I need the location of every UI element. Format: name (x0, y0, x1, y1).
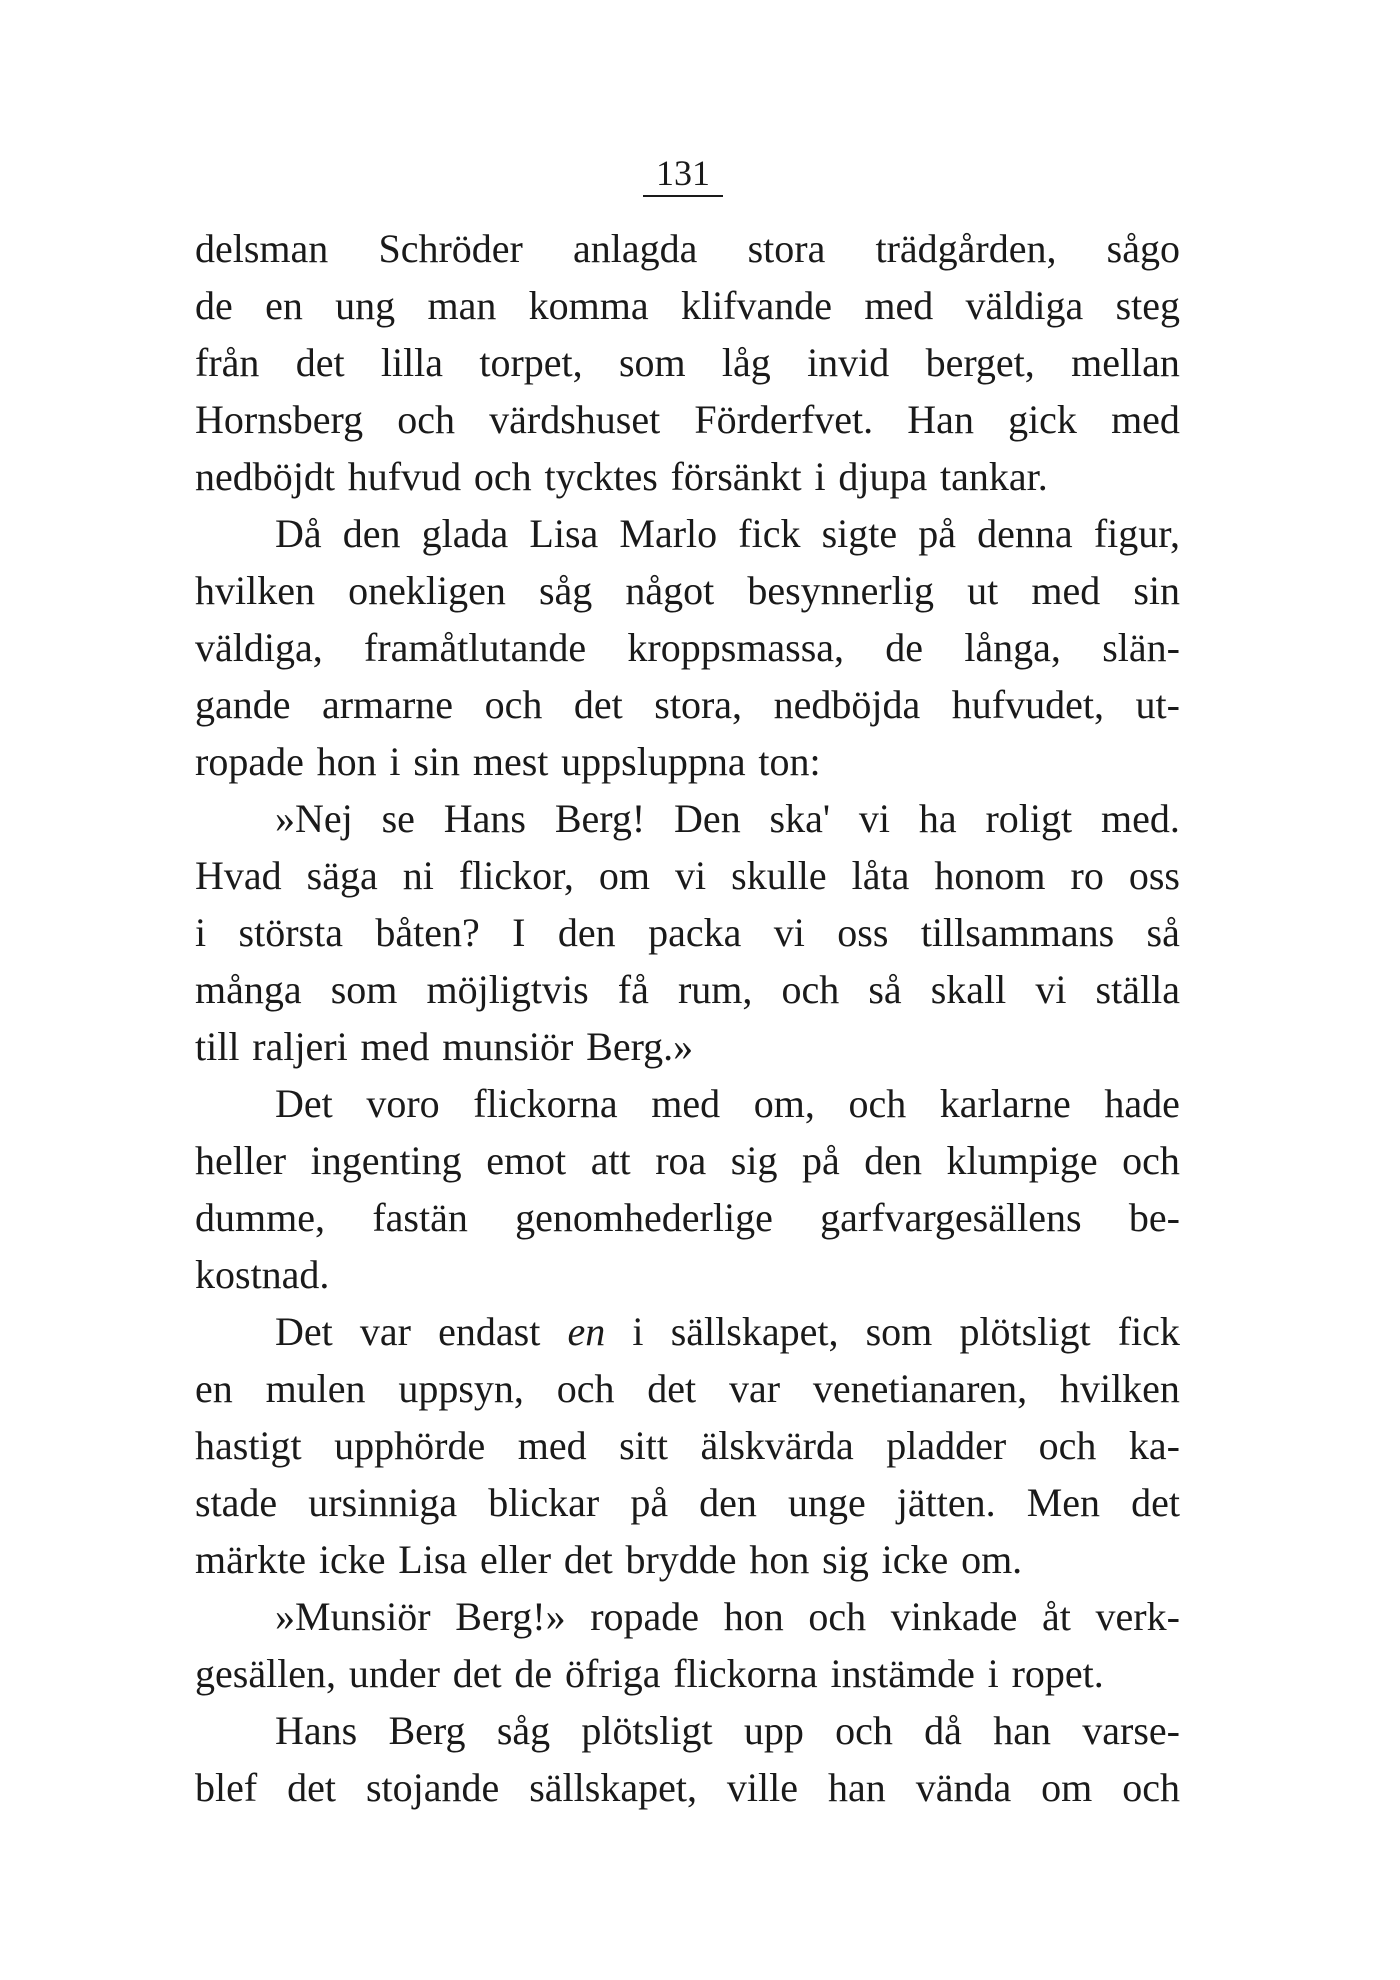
word: flickorna (673, 1651, 818, 1696)
word: Hornsberg (195, 397, 364, 442)
word: nedböjdt (195, 454, 335, 499)
word: från (195, 340, 260, 385)
word: märkte (195, 1537, 307, 1582)
word: sig (730, 1138, 778, 1183)
word: »Nej (275, 796, 353, 841)
word: uppsluppna (561, 739, 746, 784)
word: varse- (1082, 1708, 1180, 1753)
word: komma (528, 283, 649, 328)
text-line (195, 619, 1180, 676)
word: en (265, 283, 303, 328)
text-line (195, 1417, 1180, 1474)
text-line (195, 790, 1180, 847)
text-line (195, 391, 1180, 448)
word: största (238, 910, 343, 955)
word: som (330, 967, 398, 1012)
word: armarne (322, 682, 454, 727)
word: ni (402, 853, 434, 898)
text-line (195, 1360, 1180, 1417)
word: ut (967, 568, 999, 613)
word: roligt (985, 796, 1073, 841)
word: under (348, 1651, 440, 1696)
word: i (987, 1651, 999, 1696)
word: om, (753, 1081, 815, 1126)
word: unge (787, 1480, 866, 1525)
word: hade (1104, 1081, 1180, 1126)
word: flickor, (458, 853, 574, 898)
word: de (195, 283, 233, 328)
word: emot (486, 1138, 567, 1183)
word: som (865, 1309, 933, 1354)
word: slän- (1102, 625, 1180, 670)
word: om. (961, 1537, 1023, 1582)
text-line (195, 220, 1180, 277)
word: så (868, 967, 902, 1012)
word: jätten. (896, 1480, 996, 1525)
word: det (573, 682, 623, 727)
word: upphörde (334, 1423, 486, 1468)
word: det (452, 1651, 502, 1696)
word: kostnad. (195, 1252, 330, 1297)
word: det (1131, 1480, 1180, 1525)
word: djupa (838, 454, 928, 499)
word: med (1111, 397, 1180, 442)
word: och (1038, 1423, 1097, 1468)
word: mest (472, 739, 549, 784)
word: hvilken (195, 568, 315, 613)
word: hon (723, 1594, 784, 1639)
text-line (195, 1303, 1180, 1360)
word: Marlo (619, 511, 718, 556)
word: klifvande (680, 283, 833, 328)
word: det (287, 1765, 337, 1810)
text-line (195, 1588, 1180, 1645)
word: karlarne (939, 1081, 1071, 1126)
word: en (567, 1309, 606, 1354)
text-line (195, 277, 1180, 334)
word: så (1146, 910, 1180, 955)
word: honom (934, 853, 1046, 898)
word: mulen (265, 1366, 366, 1411)
word: väldiga (965, 283, 1084, 328)
text-line (195, 448, 1180, 505)
word: garfvargesällens (820, 1195, 1082, 1240)
word: långa, (964, 625, 1061, 670)
word: ville (726, 1765, 799, 1810)
text-line (195, 1189, 1180, 1246)
word: fick (738, 511, 801, 556)
word: trädgården, (875, 226, 1057, 271)
text-line (195, 1702, 1180, 1759)
word: försänkt (670, 454, 802, 499)
word: heller (195, 1138, 287, 1183)
page-number: 131 (656, 153, 710, 193)
word: mellan (1071, 340, 1180, 385)
word: endast (438, 1309, 541, 1354)
text-line (195, 334, 1180, 391)
word: en (195, 1366, 233, 1411)
word: på (801, 1138, 840, 1183)
word: fick (1117, 1309, 1180, 1354)
word: instämde (830, 1651, 975, 1696)
word: vi (858, 796, 891, 841)
word: se (381, 796, 415, 841)
word: plötsligt (959, 1309, 1091, 1354)
word: och (808, 1594, 867, 1639)
word: ut- (1135, 682, 1180, 727)
word: framåtlutande (364, 625, 587, 670)
word: munsiör (442, 1024, 574, 1069)
word: och (781, 967, 840, 1012)
word: med (517, 1423, 587, 1468)
word: ha (918, 796, 957, 841)
word: delsman (195, 226, 329, 271)
word: stade (195, 1480, 278, 1525)
word: oss (1128, 853, 1180, 898)
word: Berg (388, 1708, 466, 1753)
word: packa (648, 910, 742, 955)
word: tycktes (544, 454, 658, 499)
text-line (195, 505, 1180, 562)
word: såg (496, 1708, 551, 1753)
word: till (195, 1024, 240, 1069)
word: Den (674, 796, 741, 841)
word: var (359, 1309, 411, 1354)
word: och (473, 454, 532, 499)
word: roa (655, 1138, 707, 1183)
word: pladder (886, 1423, 1007, 1468)
word: skulle (731, 853, 827, 898)
word: åt (1042, 1594, 1071, 1639)
word: ka- (1128, 1423, 1180, 1468)
word: anlagda (573, 226, 698, 271)
word: fastän (372, 1195, 468, 1240)
word: denna (977, 511, 1073, 556)
word: det (295, 340, 345, 385)
word: ropet. (1011, 1651, 1104, 1696)
word: verk- (1095, 1594, 1180, 1639)
word: vända (915, 1765, 1012, 1810)
word: ställa (1095, 967, 1180, 1012)
word: med (360, 1024, 430, 1069)
word: var (728, 1366, 781, 1411)
text-line (195, 1474, 1180, 1531)
text-line (195, 1759, 1180, 1816)
word: Lisa (529, 511, 599, 556)
word: oss (837, 910, 889, 955)
word: på (918, 511, 957, 556)
word: han (993, 1708, 1051, 1753)
word: såg (538, 568, 593, 613)
text-line (195, 1531, 1180, 1588)
word: öfriga (564, 1651, 661, 1696)
word: Berg.» (586, 1024, 694, 1069)
word: hufvudet, (951, 682, 1104, 727)
word: hvilken (1059, 1366, 1180, 1411)
word: säga (306, 853, 378, 898)
word: be- (1128, 1195, 1180, 1240)
word: ska' (769, 796, 831, 841)
word: väldiga, (195, 625, 323, 670)
word: och (556, 1366, 615, 1411)
word: tillsammans (920, 910, 1115, 955)
word: det (563, 1537, 613, 1582)
word: sin (1133, 568, 1180, 613)
word: stora, (654, 682, 743, 727)
word: Berg!» (455, 1594, 566, 1639)
word: nedböjda (773, 682, 921, 727)
word: många (195, 967, 302, 1012)
word: kroppsmassa, (627, 625, 845, 670)
word: dumme, (195, 1195, 325, 1240)
word: stojande (365, 1765, 500, 1810)
word: ung (335, 283, 396, 328)
word: sigte (821, 511, 898, 556)
word: gick (1008, 397, 1077, 442)
word: Förderfvet. (694, 397, 874, 442)
word: vi (1035, 967, 1067, 1012)
word: älskvärda (700, 1423, 854, 1468)
word: tankar. (940, 454, 1048, 499)
word: Det (275, 1309, 333, 1354)
word: om (598, 853, 650, 898)
word: något (625, 568, 715, 613)
word: och (484, 682, 543, 727)
word: i (195, 910, 207, 955)
word: steg (1115, 283, 1180, 328)
word: den (557, 910, 616, 955)
word: sågo (1106, 226, 1180, 271)
word: torpet, (479, 340, 583, 385)
word: den (864, 1138, 923, 1183)
text-line (195, 1645, 1180, 1702)
word: genomhederlige (515, 1195, 773, 1240)
word: icke (318, 1537, 386, 1582)
word: de (885, 625, 924, 670)
word: låta (851, 853, 910, 898)
word: hastigt (195, 1423, 302, 1468)
word: då (924, 1708, 962, 1753)
word: lilla (380, 340, 444, 385)
word: blef (195, 1765, 258, 1810)
text-line (195, 961, 1180, 1018)
word: brydde (625, 1537, 737, 1582)
word: Men (1026, 1480, 1101, 1525)
word: vi (675, 853, 707, 898)
word: med (864, 283, 934, 328)
word: Hans (275, 1708, 358, 1753)
word: med. (1101, 796, 1180, 841)
word: invid (807, 340, 890, 385)
text-line (195, 1132, 1180, 1189)
word: rum, (677, 967, 753, 1012)
word: Berg! (554, 796, 646, 841)
word: och (1122, 1138, 1180, 1183)
word: Hans (443, 796, 526, 841)
word: plötsligt (581, 1708, 713, 1753)
word: ropade (590, 1594, 700, 1639)
word: Det (275, 1081, 333, 1126)
word: hufvud (347, 454, 462, 499)
word: få (617, 967, 649, 1012)
word: ingenting (310, 1138, 462, 1183)
word: värdshuset (489, 397, 661, 442)
page-number-rule (643, 195, 723, 197)
word: berget, (925, 340, 1035, 385)
word: han (827, 1765, 886, 1810)
word: hon (316, 739, 377, 784)
word: med (651, 1081, 721, 1126)
word: sitt (619, 1423, 668, 1468)
word: i (389, 739, 401, 784)
word: sig (822, 1537, 869, 1582)
word: eller (479, 1537, 552, 1582)
word: sällskapet, (529, 1765, 697, 1810)
word: uppsyn, (398, 1366, 524, 1411)
word: i (814, 454, 826, 499)
word: med (1031, 568, 1101, 613)
word: och (835, 1708, 893, 1753)
word: flickorna (473, 1081, 618, 1126)
word: voro (366, 1081, 440, 1126)
word: vinkade (890, 1594, 1018, 1639)
word: klumpige (946, 1138, 1098, 1183)
word: ton: (758, 739, 821, 784)
word: I (512, 910, 526, 955)
word: båten? (375, 910, 480, 955)
word: och (848, 1081, 907, 1126)
word: figur, (1093, 511, 1180, 556)
word: ursinniga (308, 1480, 458, 1525)
word: den (342, 511, 401, 556)
word: blickar (488, 1480, 600, 1525)
text-line (195, 847, 1180, 904)
text-line (195, 1246, 1180, 1303)
word: skall (930, 967, 1007, 1012)
word: glada (421, 511, 509, 556)
word: upp (743, 1708, 804, 1753)
word: som (618, 340, 686, 385)
body-text (195, 220, 1180, 1816)
word: vi (773, 910, 805, 955)
word: möjligtvis (426, 967, 589, 1012)
word: stora (747, 226, 826, 271)
word: hon (749, 1537, 810, 1582)
word: gesällen, (195, 1651, 337, 1696)
word: Hvad (195, 853, 282, 898)
word: och (1122, 1765, 1180, 1810)
word: på (630, 1480, 669, 1525)
word: Schröder (378, 226, 523, 271)
word: låg (721, 340, 771, 385)
word: venetianaren, (812, 1366, 1028, 1411)
word: icke (881, 1537, 949, 1582)
word: i (632, 1309, 644, 1354)
word: det (647, 1366, 697, 1411)
word: Han (907, 397, 974, 442)
word: sin (413, 739, 461, 784)
word: man (427, 283, 497, 328)
text-line (195, 904, 1180, 961)
word: Lisa (398, 1537, 468, 1582)
word: raljeri (252, 1024, 348, 1069)
text-line (195, 733, 1180, 790)
word: Då (275, 511, 322, 556)
word: ropade (195, 739, 304, 784)
word: den (699, 1480, 757, 1525)
word: sällskapet, (670, 1309, 839, 1354)
text-line (195, 1018, 1180, 1075)
word: »Munsiör (275, 1594, 431, 1639)
word: ro (1070, 853, 1104, 898)
text-line (195, 562, 1180, 619)
text-line (195, 676, 1180, 733)
word: de (514, 1651, 553, 1696)
word: och (397, 397, 456, 442)
word: onekligen (348, 568, 506, 613)
word: att (590, 1138, 631, 1183)
word: gande (195, 682, 291, 727)
word: besynnerlig (747, 568, 934, 613)
word: om (1041, 1765, 1093, 1810)
text-line (195, 1075, 1180, 1132)
